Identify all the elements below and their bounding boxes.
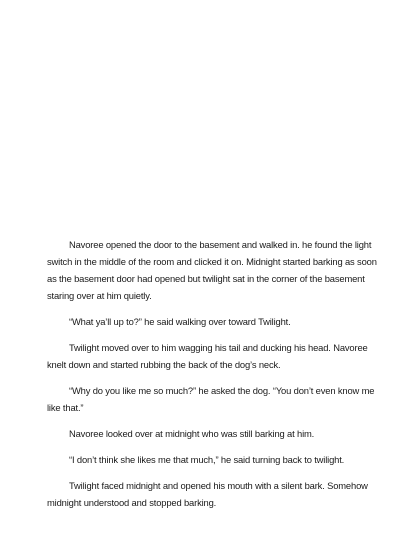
paragraph-7: Twilight faced midnight and opened his mouth with a silent bark. Somehow midnight understood and stopped barking. <box>47 480 368 508</box>
paragraph-1: Navoree opened the door to the basement and walked in. he found the light switch in the middle of the room and clicked it on. Midnight started barking as soon as the basement door had opened but twilight sat in the corner of the basement staring over at him quietly. <box>47 239 377 301</box>
paragraph-2: “What ya’ll up to?” he said walking over toward Twilight. <box>69 316 291 327</box>
paragraph-6: “I don’t think she likes me that much,” he said turning back to twilight. <box>69 454 345 465</box>
paragraph-4: “Why do you like me so much?” he asked the dog. “You don’t even know me like that.” <box>47 385 375 413</box>
paragraph-3: Twilight moved over to him wagging his tail and ducking his head. Navoree knelt down and started rubbing the back of the dog’s neck. <box>47 342 368 370</box>
paragraph-5: Navoree looked over at midnight who was still barking at him. <box>69 428 315 439</box>
story-body <box>47 236 377 520</box>
